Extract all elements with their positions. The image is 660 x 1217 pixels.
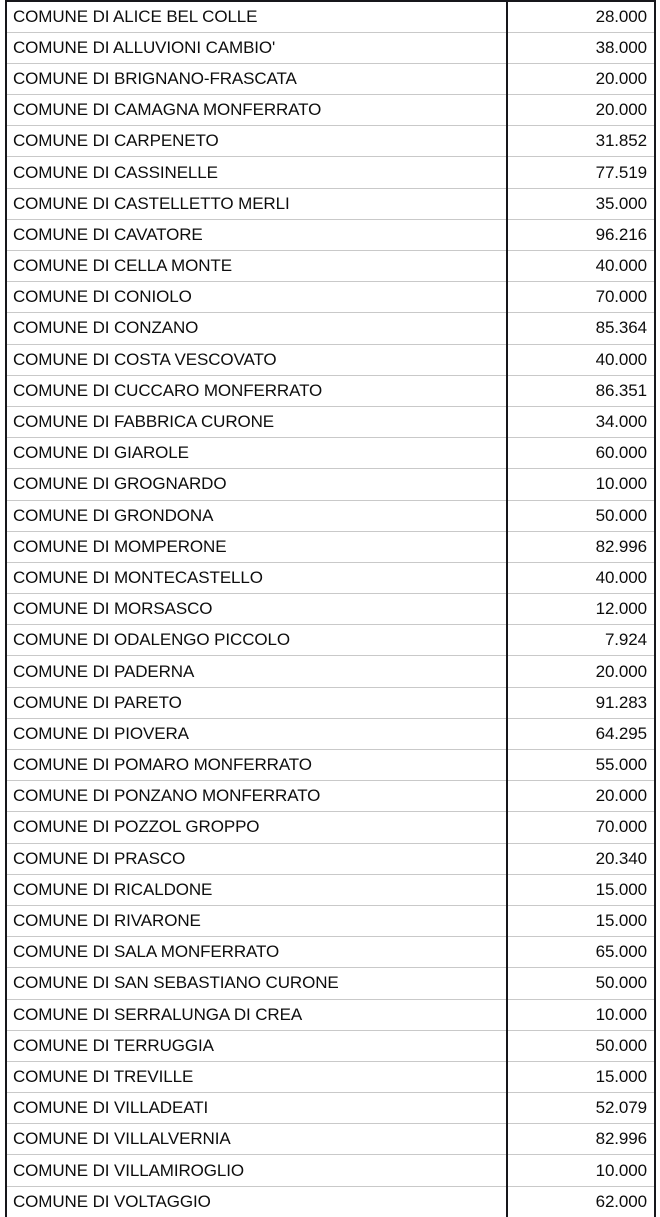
table-row xyxy=(6,344,655,375)
cell-ente-name: COMUNE DI BRIGNANO-FRASCATA xyxy=(6,63,507,94)
table-row xyxy=(6,874,655,905)
cell-ente-name: COMUNE DI PRASCO xyxy=(6,843,507,874)
cell-ente-name: COMUNE DI TERRUGGIA xyxy=(6,1030,507,1061)
cell-importo-value: 40.000 xyxy=(507,344,655,375)
cell-importo-value: 12.000 xyxy=(507,594,655,625)
cell-importo-value: 15.000 xyxy=(507,874,655,905)
cell-ente-name: COMUNE DI GRONDONA xyxy=(6,500,507,531)
cell-ente-name: COMUNE DI CONZANO xyxy=(6,313,507,344)
cell-ente-name: COMUNE DI SALA MONFERRATO xyxy=(6,937,507,968)
cell-importo-value: 7.924 xyxy=(507,625,655,656)
table-row xyxy=(6,1124,655,1155)
table-row xyxy=(6,968,655,999)
table-row xyxy=(6,500,655,531)
cell-importo-value: 70.000 xyxy=(507,282,655,313)
cell-importo-value: 50.000 xyxy=(507,968,655,999)
table-row xyxy=(6,781,655,812)
table-row xyxy=(6,1186,655,1217)
cell-importo-value: 20.000 xyxy=(507,656,655,687)
table-row xyxy=(6,843,655,874)
cell-ente-name: COMUNE DI RIVARONE xyxy=(6,905,507,936)
cell-importo-value: 28.000 xyxy=(507,1,655,32)
cell-ente-name: COMUNE DI SERRALUNGA DI CREA xyxy=(6,999,507,1030)
cell-ente-name: COMUNE DI CASSINELLE xyxy=(6,157,507,188)
cell-importo-value: 20.000 xyxy=(507,95,655,126)
table-row xyxy=(6,718,655,749)
cell-importo-value: 35.000 xyxy=(507,188,655,219)
cell-ente-name: COMUNE DI POZZOL GROPPO xyxy=(6,812,507,843)
cell-importo-value: 85.364 xyxy=(507,313,655,344)
cell-ente-name: COMUNE DI CAVATORE xyxy=(6,219,507,250)
cell-importo-value: 20.000 xyxy=(507,781,655,812)
cell-ente-name: COMUNE DI CARPENETO xyxy=(6,126,507,157)
cell-importo-value: 64.295 xyxy=(507,718,655,749)
cell-ente-name: COMUNE DI GROGNARDO xyxy=(6,469,507,500)
cell-importo-value: 40.000 xyxy=(507,251,655,282)
cell-ente-name: COMUNE DI MOMPERONE xyxy=(6,531,507,562)
table-row xyxy=(6,219,655,250)
cell-importo-value: 31.852 xyxy=(507,126,655,157)
cell-importo-value: 38.000 xyxy=(507,32,655,63)
table-row xyxy=(6,1030,655,1061)
cell-ente-name: COMUNE DI PARETO xyxy=(6,687,507,718)
cell-ente-name: COMUNE DI PONZANO MONFERRATO xyxy=(6,781,507,812)
cell-importo-value: 62.000 xyxy=(507,1186,655,1217)
table-row xyxy=(6,1,655,32)
cell-importo-value: 70.000 xyxy=(507,812,655,843)
table-row xyxy=(6,905,655,936)
table-row xyxy=(6,1061,655,1092)
table-row xyxy=(6,313,655,344)
table-row xyxy=(6,1093,655,1124)
cell-ente-name: COMUNE DI COSTA VESCOVATO xyxy=(6,344,507,375)
cell-importo-value: 55.000 xyxy=(507,750,655,781)
cell-ente-name: COMUNE DI SAN SEBASTIANO CURONE xyxy=(6,968,507,999)
table-row xyxy=(6,750,655,781)
table-row xyxy=(6,531,655,562)
table-row xyxy=(6,157,655,188)
cell-ente-name: COMUNE DI PIOVERA xyxy=(6,718,507,749)
cell-ente-name: COMUNE DI VILLALVERNIA xyxy=(6,1124,507,1155)
cell-importo-value: 82.996 xyxy=(507,531,655,562)
cell-importo-value: 77.519 xyxy=(507,157,655,188)
table-row xyxy=(6,375,655,406)
cell-importo-value: 91.283 xyxy=(507,687,655,718)
cell-ente-name: COMUNE DI CASTELLETTO MERLI xyxy=(6,188,507,219)
table-row xyxy=(6,594,655,625)
cell-ente-name: COMUNE DI CAMAGNA MONFERRATO xyxy=(6,95,507,126)
table-body xyxy=(6,1,655,1217)
cell-ente-name: COMUNE DI PADERNA xyxy=(6,656,507,687)
cell-ente-name: COMUNE DI CELLA MONTE xyxy=(6,251,507,282)
cell-importo-value: 10.000 xyxy=(507,469,655,500)
cell-importo-value: 10.000 xyxy=(507,1155,655,1186)
cell-importo-value: 60.000 xyxy=(507,438,655,469)
cell-ente-name: COMUNE DI VOLTAGGIO xyxy=(6,1186,507,1217)
cell-importo-value: 15.000 xyxy=(507,1061,655,1092)
table-row xyxy=(6,32,655,63)
table-row xyxy=(6,656,655,687)
comuni-table xyxy=(5,0,656,1217)
cell-importo-value: 20.000 xyxy=(507,63,655,94)
cell-importo-value: 34.000 xyxy=(507,406,655,437)
table-row xyxy=(6,126,655,157)
table-row xyxy=(6,687,655,718)
cell-ente-name: COMUNE DI GIAROLE xyxy=(6,438,507,469)
cell-ente-name: COMUNE DI FABBRICA CURONE xyxy=(6,406,507,437)
cell-ente-name: COMUNE DI VILLAMIROGLIO xyxy=(6,1155,507,1186)
table-row xyxy=(6,406,655,437)
table-row xyxy=(6,95,655,126)
table-row xyxy=(6,937,655,968)
cell-ente-name: COMUNE DI CUCCARO MONFERRATO xyxy=(6,375,507,406)
table-row xyxy=(6,251,655,282)
table-row xyxy=(6,812,655,843)
cell-importo-value: 96.216 xyxy=(507,219,655,250)
cell-ente-name: COMUNE DI MONTECASTELLO xyxy=(6,562,507,593)
cell-importo-value: 50.000 xyxy=(507,1030,655,1061)
cell-importo-value: 20.340 xyxy=(507,843,655,874)
cell-ente-name: COMUNE DI MORSASCO xyxy=(6,594,507,625)
table-row xyxy=(6,63,655,94)
table-row xyxy=(6,282,655,313)
cell-importo-value: 40.000 xyxy=(507,562,655,593)
table-row xyxy=(6,1155,655,1186)
cell-importo-value: 50.000 xyxy=(507,500,655,531)
table-row xyxy=(6,625,655,656)
cell-importo-value: 52.079 xyxy=(507,1093,655,1124)
table-row xyxy=(6,999,655,1030)
cell-ente-name: COMUNE DI TREVILLE xyxy=(6,1061,507,1092)
cell-importo-value: 86.351 xyxy=(507,375,655,406)
cell-ente-name: COMUNE DI POMARO MONFERRATO xyxy=(6,750,507,781)
table-row xyxy=(6,469,655,500)
table-row xyxy=(6,438,655,469)
cell-ente-name: COMUNE DI ODALENGO PICCOLO xyxy=(6,625,507,656)
table-row xyxy=(6,562,655,593)
cell-importo-value: 65.000 xyxy=(507,937,655,968)
table-row xyxy=(6,188,655,219)
cell-importo-value: 10.000 xyxy=(507,999,655,1030)
cell-importo-value: 82.996 xyxy=(507,1124,655,1155)
cell-ente-name: COMUNE DI ALLUVIONI CAMBIO' xyxy=(6,32,507,63)
cell-ente-name: COMUNE DI VILLADEATI xyxy=(6,1093,507,1124)
cell-ente-name: COMUNE DI RICALDONE xyxy=(6,874,507,905)
cell-ente-name: COMUNE DI ALICE BEL COLLE xyxy=(6,1,507,32)
cell-importo-value: 15.000 xyxy=(507,905,655,936)
cell-ente-name: COMUNE DI CONIOLO xyxy=(6,282,507,313)
